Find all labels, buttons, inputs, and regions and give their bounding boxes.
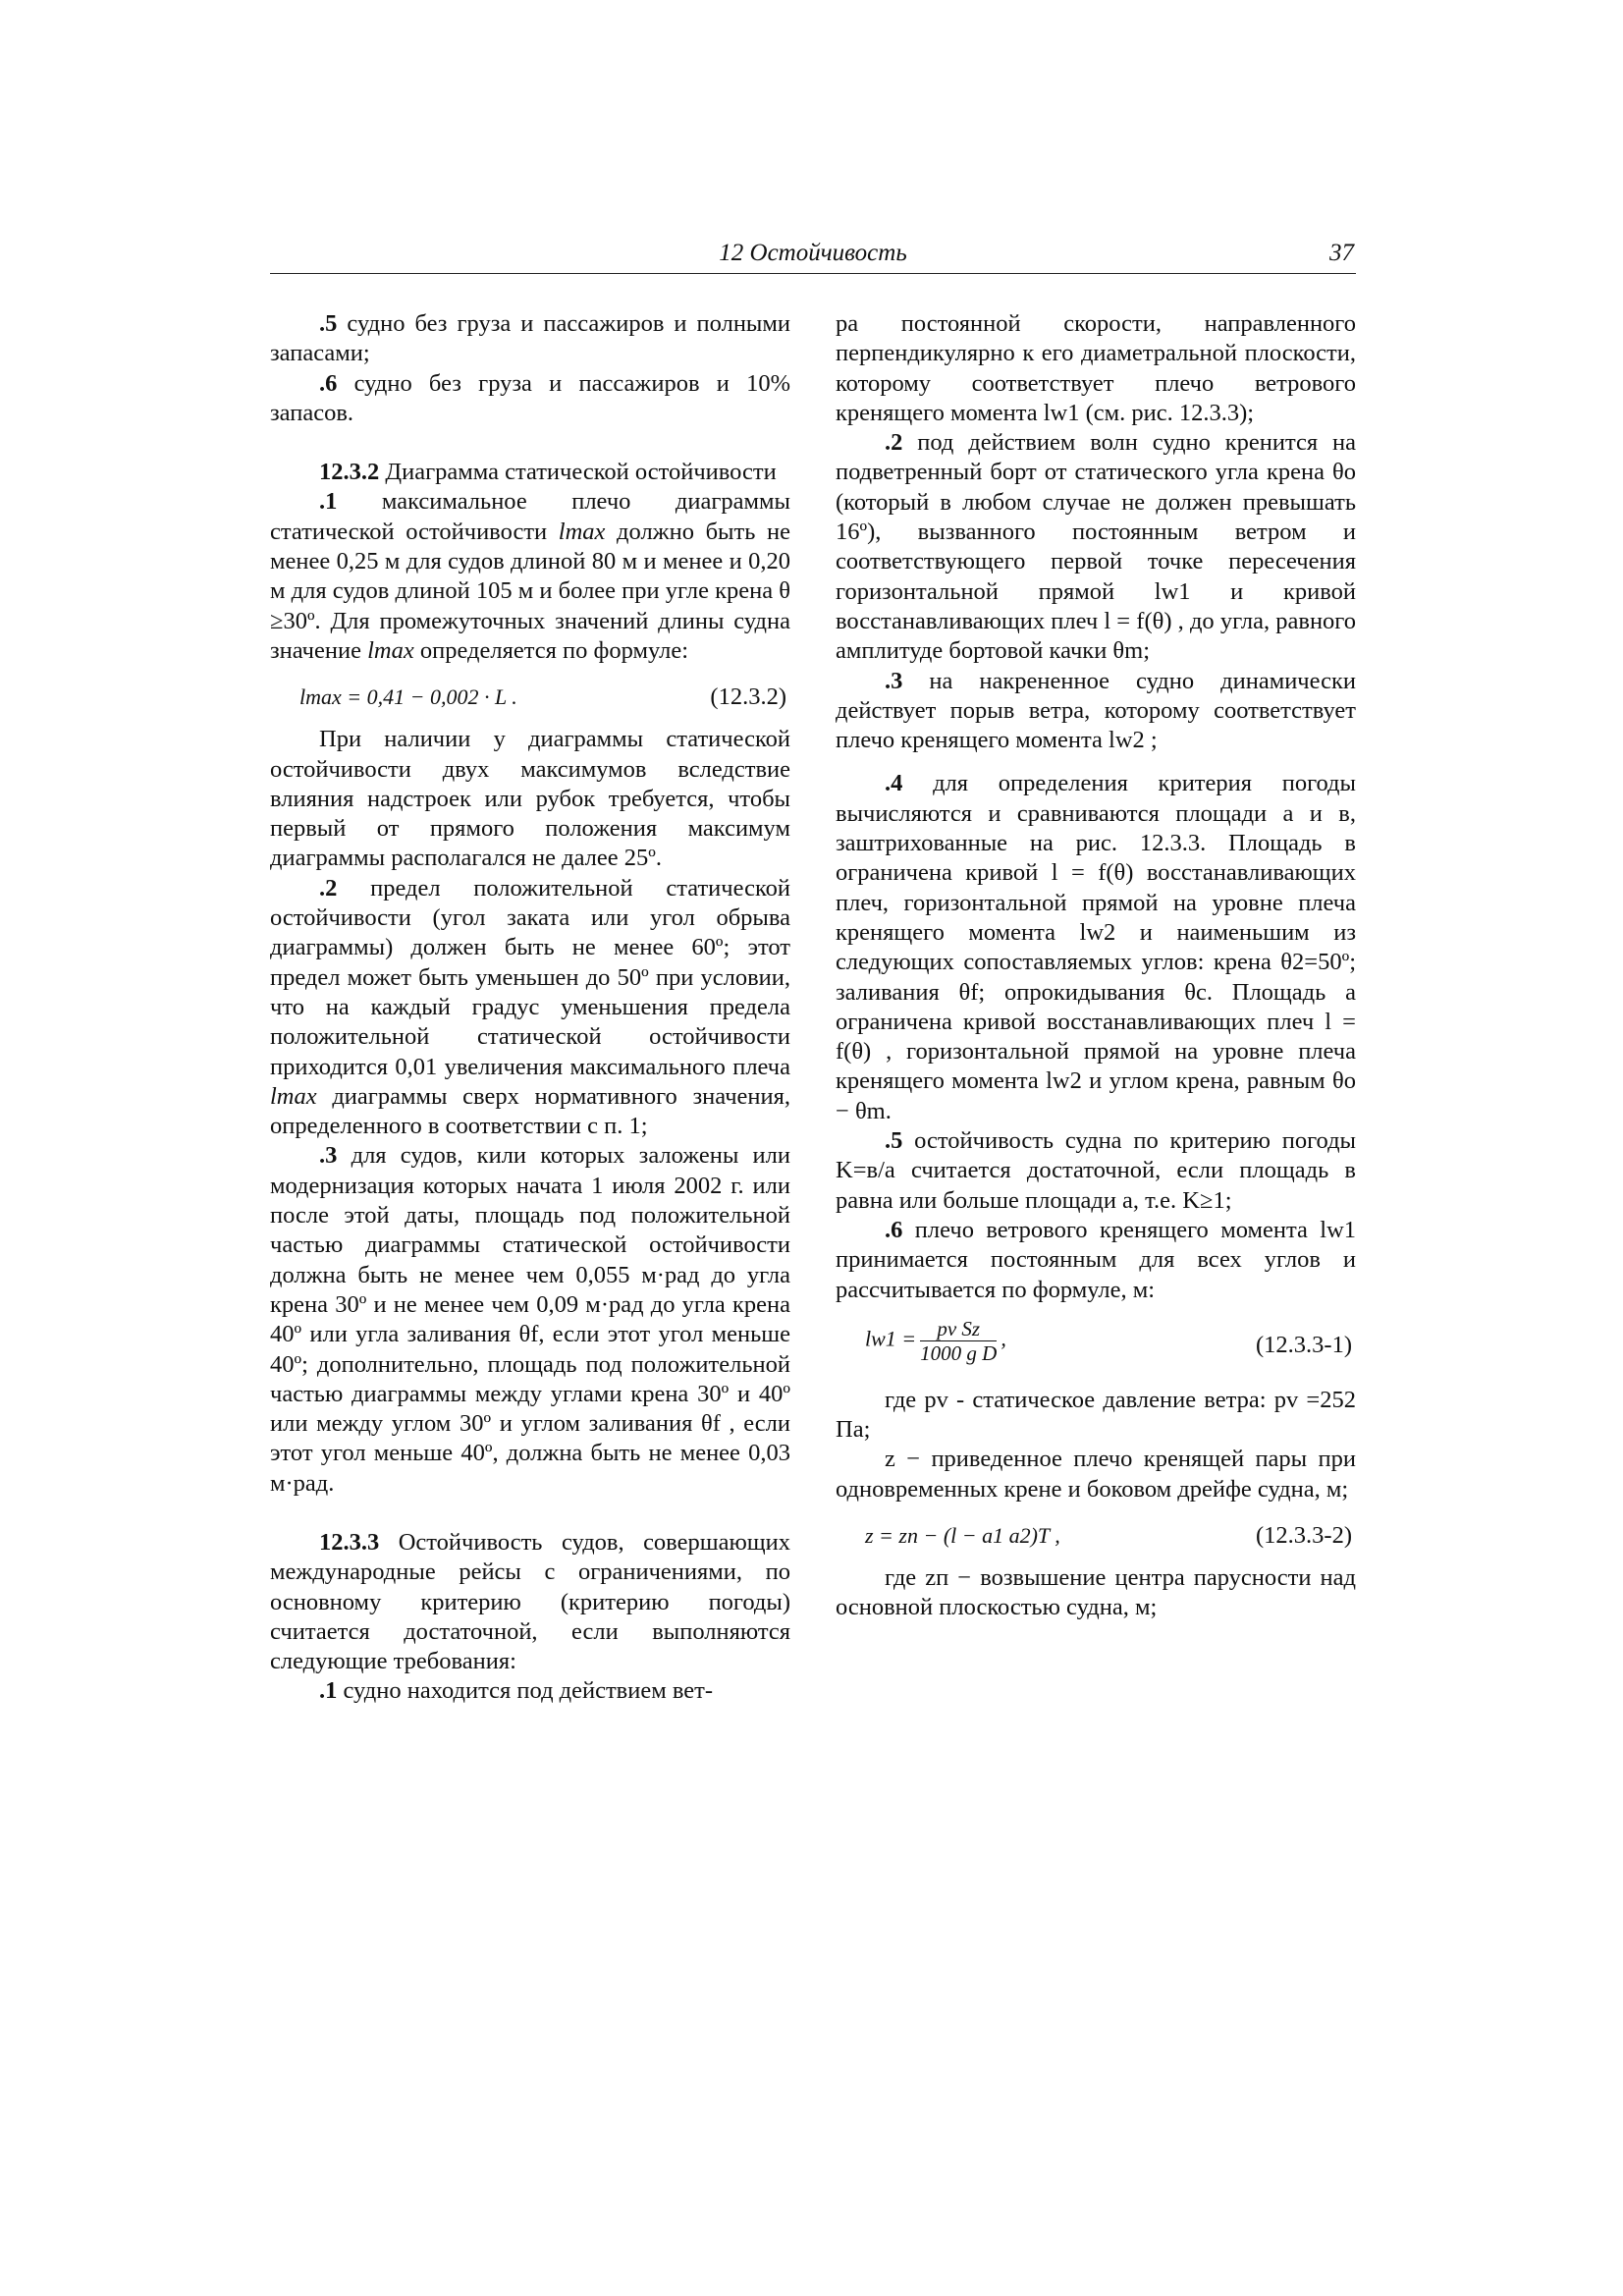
item-3-area: .3 для судов, кили которых заложены или модернизация которых начата 1 июля 2002 г. или после этой даты, площадь под положительной частью диаграммы статической остойчивости должна быть не менее чем 0,055 м·рад до угла крена 30º и не менее чем 0,09 м·рад до угла крена 40º или угла заливания θf, если этот угол меньше 40º; дополнительно, площадь под положительной частью диаграммы между углами крена 30º и 40º или между углом 30º и углом заливания θf , если этот угол меньше 40º, должна быть не менее 0,03 м·рад. [270,1142,791,1497]
item-2-waves: .2 под действием волн судно кренится на подветренный борт от статического угла крена θо (который в любом случае не должен превышать 16º), вызванного постоянным ветром и соответствующего первой точке пересечения горизонтальной прямой lw1 и кривой восстанавливающих плеч l = f(θ) , до угла, равного амплитуде бортовой качки θm; [836,429,1356,665]
formula-12-3-2: lmax = 0,41 − 0,002 · L . (12.3.2) [299,683,786,711]
formula-12-3-3-1: lw1 = $\frac{\text{pv Sz}}{\text{1000 g D}}$ , (12.3.3-1) [865,1316,1352,1365]
item-6: .6 судно без груза и пассажиров и 10% запасов. [270,369,790,426]
pressure-definition: где pv - статическое давление ветра: pv =252 Па; [836,1386,1356,1444]
item-4-areas: .4 для определения критерия погоды вычисляются и сравниваются площади а и в, заштрихованные на рис. 12.3.3. Площадь в ограничена кривой l = f(θ) восстанавливающих плеч, горизонтальной прямой на уровне плеча кренящего момента lw2 и наименьшим из следующих сопоставляемых углов: крена θ2=50º; заливания θf; опрокидывания θc. Площадь а ограничена кривой восстанавливающих плеч l = f(θ) , горизонтальной прямой на уровне плеча кренящего момента lw2 и углом крена, равным θо − θm. [836,770,1356,1124]
wind-continuation: ра постоянной скорости, направленного перпендикулярно к его диаметральной плоскости, которому соответствует плечо ветрового кренящего момента lw1 (см. рис. 12.3.3); [836,310,1356,426]
two-maxima-paragraph: При наличии у диаграммы статической остойчивости двух максимумов вследствие влияния надстроек или рубок требуется, чтобы первый от прямого положения максимум диаграммы располагался не далее 25º. [270,726,790,872]
zp-definition: где zп − возвышение центра парусности над основной плоскостью судна, м; [836,1563,1356,1621]
section-12-3-2: 12.3.2 Диаграмма статической остойчивости [319,459,777,486]
item-5-criterion: .5 остойчивость судна по критерию погоды K=в/а считается достаточной, если площадь в равна или больше площади а, т.е. K≥1; [836,1127,1357,1214]
item-6-wind-arm: .6 плечо ветрового кренящего момента lw1 принимается постоянным для всех углов и рассчитывается по формуле, м: [836,1216,1357,1303]
left-column [270,309,790,1707]
formula-12-3-3-2: z = zn − (l − a1 a2)T , (12.3.3-2) [865,1521,1352,1549]
item-1-max-arm: .1 максимальное плечо диаграммы статической остойчивости lmax должно быть не менее 0,25 м для судов длиной 80 м и менее и 0,20 м для судов длиной 105 м и более при угле крена θ ≥30º. Для промежуточных значений длины судна значение lmax определяется по формуле: [270,488,791,664]
item-5: .5 судно без груза и пассажиров и полными запасами; [270,310,791,367]
running-header [270,240,1356,274]
z-definition: z − приведенное плечо кренящей пары при одновременных крене и боковом дрейфе судна, м; [836,1446,1356,1503]
wind-arm-fraction: $\frac{\text{pv Sz}}{\text{1000 g D}}$ [920,1316,998,1365]
section-12-3-3: 12.3.3 Остойчивость судов, совершающих международные рейсы с ограничениями, по основному критерию (критерию погоды) считается достаточной, если выполняются следующие требования: [270,1528,791,1675]
chapter-title: 12 Остойчивость [719,240,907,266]
item-2-limit: .2 предел положительной статической остойчивости (угол заката или угол обрыва диаграммы) должен быть не менее 60º; этот предел может быть уменьшен до 50º при условии, что на каждый градус уменьшения предела положительной статической остойчивости приходится 0,01 увеличения максимального плеча lmax диаграммы сверх нормативного значения, определенного в соответствии с п. 1; [270,874,791,1140]
lmax-symbol: lmax [558,518,606,545]
right-column [836,309,1356,1623]
page-number: 37 [1329,240,1354,266]
item-1-wind: .1 судно находится под действием вет- [319,1677,714,1705]
item-3-gust: .3 на накрененное судно динамически действует порыв ветра, которому соответствует плечо кренящего момента lw2 ; [836,667,1357,754]
